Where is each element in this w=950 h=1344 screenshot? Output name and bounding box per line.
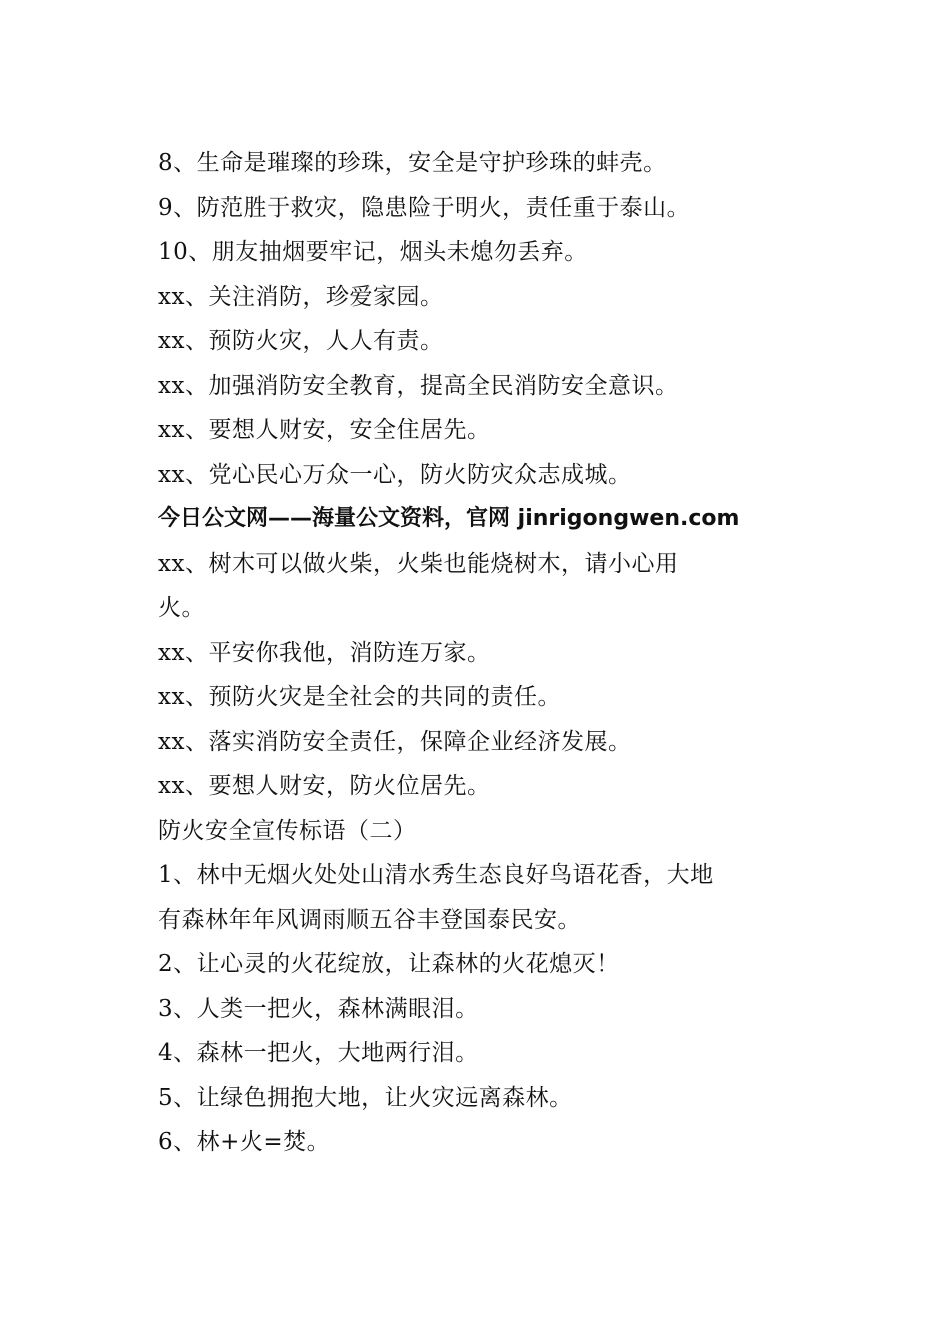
slogan-line: 8、生命是璀璨的珍珠，安全是守护珍珠的蚌壳。 [158, 150, 667, 176]
slogan-line: xx、落实消防安全责任，保障企业经济发展。 [158, 728, 632, 755]
website-banner: 今日公文网——海量公文资料，官网 jinrigongwen.com [158, 506, 740, 531]
slogan-line: xx、党心民心万众一心，防火防灾众志成城。 [158, 461, 632, 488]
slogan-line: 5、让绿色拥抱大地，让火灾远离森林。 [158, 1084, 573, 1111]
document-page [158, 141, 798, 1165]
slogan-line: xx、要想人财安，防火位居先。 [158, 773, 491, 799]
slogan-line: xx、平安你我他，消防连万家。 [158, 639, 491, 666]
slogan-line: 6、林+火=焚。 [158, 1129, 331, 1155]
slogan-line: xx、要想人财安，安全住居先。 [158, 417, 491, 443]
section-heading: 防火安全宣传标语（二） [158, 817, 417, 844]
slogan-line: 1、林中无烟火处处山清水秀生态良好鸟语花香，大地 [158, 862, 714, 888]
slogan-line: xx、预防火灾，人人有责。 [158, 328, 444, 354]
slogan-line: 2、让心灵的火花绽放，让森林的火花熄灭！ [158, 951, 620, 977]
slogan-line: 9、防范胜于救灾，隐患险于明火，责任重于泰山。 [158, 194, 691, 221]
slogan-line: 10、朋友抽烟要牢记，烟头未熄勿丢弃。 [158, 239, 588, 265]
slogan-line-continuation: 有森林年年风调雨顺五谷丰登国泰民安。 [158, 906, 581, 933]
slogan-line: xx、加强消防安全教育，提高全民消防安全意识。 [158, 372, 679, 399]
slogan-line: xx、树木可以做火柴，火柴也能烧树木，请小心用 [158, 550, 679, 577]
slogan-line: xx、预防火灾是全社会的共同的责任。 [158, 684, 561, 710]
slogan-line: xx、关注消防，珍爱家园。 [158, 283, 444, 310]
slogan-line-continuation: 火。 [158, 595, 205, 621]
slogan-line: 4、森林一把火，大地两行泪。 [158, 1040, 479, 1066]
slogan-line: 3、人类一把火，森林满眼泪。 [158, 995, 479, 1022]
